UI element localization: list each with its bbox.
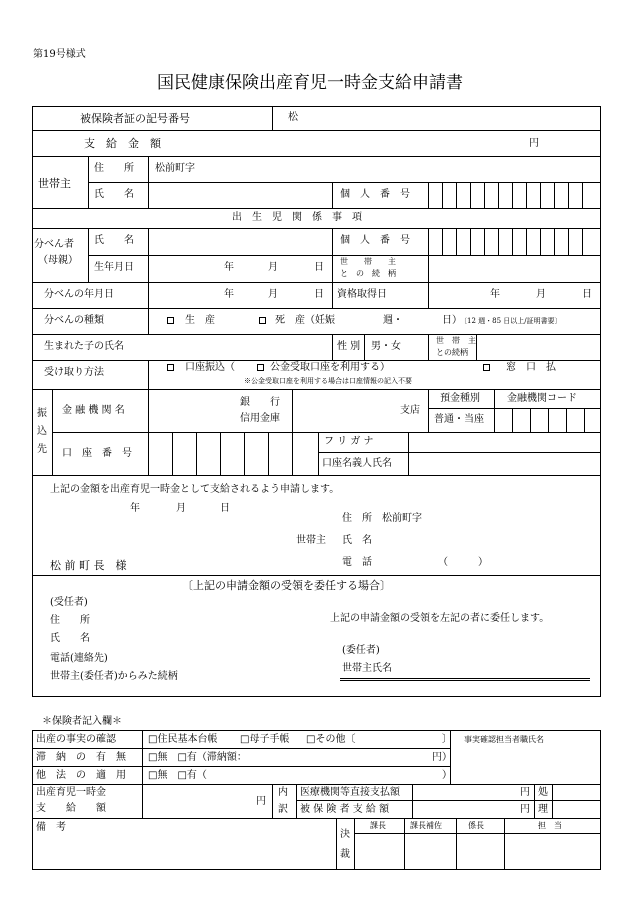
account-holder-field[interactable] [410,453,598,474]
fact-option-register[interactable]: □住民基本台帳 [148,734,218,745]
form-number: 第19号様式 [33,49,86,60]
delivery-type-label: 分べんの種類 [44,315,104,326]
days-label: 日） [442,315,462,326]
stillbirth-option: 死 産（妊娠 [275,315,335,326]
bank-code-label: 金融機関コード [507,393,577,404]
account-transfer-checkbox[interactable] [167,364,174,371]
qualification-day: 日 [582,289,592,300]
stillbirth-checkbox[interactable] [259,317,266,324]
arrears-yen: 円） [432,752,452,763]
branch-name-field[interactable] [294,390,394,431]
delegator-signature-line [340,678,590,681]
insured-pay-label: 被 保 険 者 支 給 額 [300,804,390,815]
delegation-header: 〔上記の申請金額の受領を委任する場合〕 [182,579,391,592]
counter-pay-checkbox[interactable] [483,364,490,371]
mother-personal-number-label: 個 人 番 号 [340,235,410,246]
declaration-year: 年 [130,503,140,514]
sex-value[interactable]: 男・女 [371,341,401,352]
arrears-label: 滞 納 の 有 無 [36,752,126,763]
other-law-label: 他 法 の 適 用 [36,770,126,781]
approval-1: 決 [340,829,350,840]
breakdown-2: 訳 [278,804,288,815]
process-1: 処 [538,787,548,798]
account-holder-label: 口座名義人氏名 [322,458,392,469]
insured-number-label: 被保険者証の記号番号 [80,112,190,125]
delegation-statement: 上記の申請金額の受領を左記の者に委任します。 [330,613,550,624]
payment-yen: 円 [529,138,539,149]
fact-staff-label: 事実確認担当者職氏名 [464,735,544,744]
delegate-name-label: 氏 名 [50,633,90,644]
credit-union-label: 信用金庫 [240,413,280,424]
birth-section-label: 出 生 児 関 係 事 項 [232,212,362,223]
account-number-label: 口 座 番 号 [62,448,132,459]
birth-checkbox[interactable] [167,317,174,324]
lump-sum-label-sub: 支 給 額 [36,803,106,814]
declaration-head-label: 世帯主 [296,535,326,546]
delegate-label: (受任者) [50,597,88,608]
qualification-year: 年 [490,289,500,300]
receive-method-label: 受け取り方法 [44,367,104,378]
insured-pay-yen: 円 [520,804,530,815]
child-name-field[interactable] [150,335,330,359]
declaration-address: 住 所 松前町字 [342,513,422,524]
fact-option-handbook[interactable]: □母子手帳 [240,734,290,745]
page-title: 国民健康保険出産育児一時金支給申請書 [157,73,463,93]
address-label: 住 所 [94,163,134,174]
bank-label: 銀 行 [240,397,280,408]
delegate-relation-label: 世帯主(委任者)からみた続柄 [50,671,178,682]
payment-amount-label: 支 給 金 額 [84,137,161,150]
account-transfer-option: 口座振込（ [185,362,235,373]
delegate-phone-label: 電話(連絡先) [50,653,108,664]
delegator-label: (委任者) [342,645,380,656]
declaration-phone-paren: （ ） [438,557,488,568]
declaration-day: 日 [220,503,230,514]
declaration-month: 月 [176,503,186,514]
mother-name-label: 氏 名 [94,235,134,246]
personal-number-label: 個 人 番 号 [340,189,410,200]
delivery-date-label: 分べんの年月日 [44,289,114,300]
approval-2: 裁 [340,849,350,860]
approver-section-chief: 課長 [370,821,386,830]
child-relation-label-sub: との続柄 [436,348,468,357]
sex-label: 性 別 [337,341,361,352]
dob-month: 月 [268,262,278,273]
dob-day: 日 [314,262,324,273]
relation-label: 世 帯 主 [340,257,396,266]
declaration-statement: 上記の金額を出産育児一時金として支給されるよう申請します。 [50,484,340,495]
mother-label-sub: （母親） [38,255,78,266]
arrears-value[interactable]: □無 □有（滞納額： [148,752,247,763]
approver-staff: 担 当 [538,821,562,830]
child-relation-label: 世 帯 主 [436,336,476,345]
insured-number-field[interactable] [300,107,598,129]
weeks-label: 週・ [383,315,403,326]
deposit-type-label: 預金種別 [440,393,480,404]
fact-bracket-close: 〕 [442,734,452,745]
public-account-note: ※公金受取口座を利用する場合は口座情報の記入不要 [244,377,412,385]
process-2: 理 [538,804,548,815]
public-account-option: 公金受取口座を利用する） [270,362,390,373]
relation-label-sub: と の 続 柄 [340,269,396,278]
transfer-dest-1: 振 [37,408,47,419]
counter-pay-option: 窓 口 払 [506,362,556,373]
furigana-label: フ リ ガ ナ [324,436,374,447]
addressee: 松 前 町 長 様 [50,559,127,572]
declaration-phone-label: 電 話 [342,557,372,568]
medical-direct-label: 医療機関等直接支払額 [300,787,400,798]
branch-label: 支店 [400,405,420,416]
approver-assistant-chief: 課長補佐 [410,821,442,830]
lump-sum-yen: 円 [256,796,266,807]
deposit-type-value[interactable]: 普通・当座 [434,414,484,425]
payment-amount-field[interactable] [274,131,524,155]
dob-label: 生年月日 [94,262,134,273]
birth-option: 生 産 [185,315,215,326]
medical-direct-yen: 円 [520,787,530,798]
lump-sum-label: 出産育児一時金 [36,787,106,798]
approver-subsection-chief: 係長 [468,821,484,830]
qualification-date-label: 資格取得日 [337,289,387,300]
dob-year: 年 [224,262,234,273]
address-value[interactable]: 松前町字 [155,163,195,174]
other-law-value[interactable]: □無 □有（ [148,770,207,781]
bank-name-label: 金 融 機 関 名 [62,405,125,416]
public-account-checkbox[interactable] [257,364,264,371]
transfer-dest-3: 先 [37,444,47,455]
delegator-head-name-label: 世帯主氏名 [342,663,392,674]
fact-option-other[interactable]: □その他〔 [306,734,356,745]
breakdown-1: 内 [278,787,288,798]
delivery-year: 年 [224,289,234,300]
delivery-day: 日 [314,289,324,300]
insurer-header: ＊保険者記入欄＊ [42,716,122,727]
birth-fact-label: 出産の事実の確認 [36,734,116,745]
head-name-field[interactable] [150,183,330,207]
declaration-name-label: 氏 名 [342,535,372,546]
name-label: 氏 名 [94,189,134,200]
insured-number-prefix: 松 [288,112,298,123]
delegate-address-label: 住 所 [50,615,90,626]
household-head-label: 世帯主 [38,177,71,190]
delivery-month: 月 [268,289,278,300]
qualification-month: 月 [536,289,546,300]
child-name-label: 生まれた子の氏名 [44,341,124,352]
remarks-label: 備 考 [36,822,66,833]
other-law-paren-close: ） [442,770,452,781]
transfer-dest-2: 込 [37,426,47,437]
weeks-note: 〔12 週・85 日以上/証明書要〕 [460,317,562,325]
mother-label: 分べん者 [34,239,74,250]
